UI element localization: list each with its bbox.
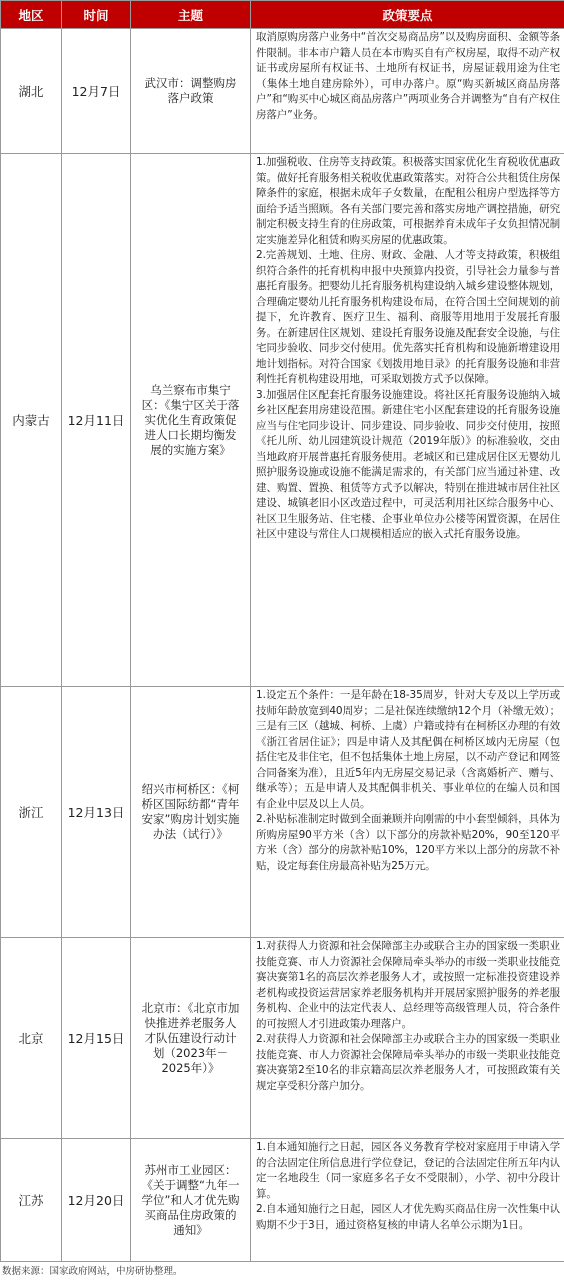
topic-cell: 绍兴市柯桥区：《柯桥区国际纺都“青年安家”购房计划实施办法（试行）》 <box>131 687 251 938</box>
table-row <box>1 1139 564 1262</box>
table-row <box>1 29 564 154</box>
policy-point: 2.补贴标准制定时做到全面兼顾并向刚需的中小套型倾斜，具体为所购房屋90平方米（含）以下部分的房款补贴20%，90至120平方米（含）部分的房款补贴10%，120平方米以上部分的房款不补贴，设定每套住房最高补贴为25万元。 <box>256 812 560 874</box>
points-cell <box>251 154 564 687</box>
region-cell: 内蒙古 <box>1 154 62 687</box>
source-note: 数据来源：国家政府网站，中房研协整理。 <box>0 1262 564 1282</box>
topic-cell: 武汉市：调整购房落户政策 <box>131 29 251 154</box>
region-cell: 湖北 <box>1 29 62 154</box>
header-region: 地区 <box>1 1 62 29</box>
date-cell: 12月15日 <box>62 938 131 1139</box>
region-cell: 北京 <box>1 938 62 1139</box>
date-cell: 12月7日 <box>62 29 131 154</box>
points-cell <box>251 938 564 1139</box>
table-row <box>1 154 564 687</box>
header-date: 时间 <box>62 1 131 29</box>
policy-point: 1.自本通知施行之日起，园区各义务教育学校对家庭用于申请入学的合法固定住所信息进行学位登记，登记的合法固定住所五年内认定一名地段生（同一家庭多名子女不受限制），小学、初中分段计算。 <box>256 1140 560 1202</box>
topic-cell: 苏州市工业园区：《关于调整“九年一学位”和人才优先购买商品住房政策的通知》 <box>131 1139 251 1262</box>
table-row <box>1 687 564 938</box>
date-cell: 12月20日 <box>62 1139 131 1262</box>
policy-point: 1.加强税收、住房等支持政策。积极落实国家优化生育税收优惠政策。做好托育服务相关税收优惠政策落实。对符合公共租赁住房保障条件的家庭，根据未成年子女数量，在配租公租房户型选择等方面给予适当照顾。各有关部门要完善和落实房地产调控措施，研究制定积极支持生育的住房政策，可根据养育未成年子女负担情况制定实施差异化租赁和购买房屋的优惠政策。 <box>256 155 560 248</box>
region-cell: 江苏 <box>1 1139 62 1262</box>
policy-point: 2.完善规划、土地、住房、财政、金融、人才等支持政策，积极组织符合条件的托育机构申报中央预算内投资，引导社会力量参与普惠托育服务。把婴幼儿托育服务机构建设纳入城乡建设整体规划，合理确定婴幼儿托育服务机构建设布局，在符合国土空间规划的前提下，允许教育、医疗卫生、福利、商服等用地用于发展托育服务。在新建居住区规划、建设托育服务设施及配套安全设施，与住宅同步验收、同步交付使用。优先落实托育机构和设施新增建设用地计划指标。对符合国家《划拨用地目录》的托育服务设施和非营利性托育机构建设用地，可采取划拨方式予以保障。 <box>256 248 560 388</box>
points-cell <box>251 687 564 938</box>
date-cell: 12月11日 <box>62 154 131 687</box>
policy-point: 3.加强居住区配套托育服务设施建设。将社区托育服务设施纳入城乡社区配套用房建设范围。新建住宅小区配套建设的托育服务设施应当与住宅同步设计、同步建设、同步验收、同步交付使用，按照《托儿所、幼儿园建筑设计规范（2019年版）》的标准验收，交由当地政府开展普惠托育服务使用。老城区和已建成居住区无婴幼儿照护服务设施或设施不能满足需求的，有关部门应当通过补建、改建、购置、置换、租赁等方式予以解决，特别在推进城市居住社区建设、城镇老旧小区改造过程中，可灵活利用社区综合服务中心、社区卫生服务站、住宅楼、企事业单位办公楼等闲置资源，在居住社区中建设与常住人口规模相适应的嵌入式托育服务设施。 <box>256 388 560 543</box>
policy-point: 1.对获得人力资源和社会保障部主办或联合主办的国家级一类职业技能竞赛、市人力资源社会保障局牵头举办的市级一类职业技能竞赛决赛第1名的高层次养老服务人才，或按照一定标准投资建设养老机构或投资运营居家养老服务机构并开展居家照护服务的养老服务机构、企业中的法定代表人、总经理等高级管理人员，符合条件的可按照人才引进政策办理落户。 <box>256 939 560 1032</box>
topic-cell: 乌兰察布市集宁区：《集宁区关于落实优化生育政策促进人口长期均衡发展的实施方案》 <box>131 154 251 687</box>
region-cell: 浙江 <box>1 687 62 938</box>
policy-point: 2.对获得人力资源和社会保障部主办或联合主办的国家级一类职业技能竞赛、市人力资源社会保障局牵头举办的市级一类职业技能竞赛决赛第2至10名的非京籍高层次养老服务人才，可按照政策有关规定享受积分落户加分。 <box>256 1032 560 1094</box>
header-row <box>1 1 564 29</box>
table-row <box>1 938 564 1139</box>
policy-point: 取消原购房落户业务中“首次交易商品房”以及购房面积、金额等条件限制。非本市户籍人员在本市购买自有产权房屋，取得不动产权证书或房屋所有权证书、土地所有权证书，房屋证载用途为住宅（集体土地自建房除外），可申办落户。原“购买新城区商品房落户”和“购买中心城区商品房落户”两项业务合并调整为“自有产权住房落户”业务。 <box>256 30 560 123</box>
header-points: 政策要点 <box>251 1 564 29</box>
policy-point: 1.设定五个条件：一是年龄在18-35周岁，针对大专及以上学历或技师年龄放宽到40周岁；二是社保连续缴纳12个月（补缴无效）；三是有三区（越城、柯桥、上虞）户籍或持有在柯桥区办理的有效《浙江省居住证》；四是申请人及其配偶在柯桥区域内无房屋（包括住宅及非住宅，但不包括集体土地上房屋，以不动产登记和网签合同备案为准），且近5年内无房屋交易记录（含离婚析产、赠与、继承等）；五是申请人及其配偶非机关、事业单位的在编人员和国有企业中层及以上人员。 <box>256 688 560 812</box>
topic-cell: 北京市：《北京市加快推进养老服务人才队伍建设行动计划（2023年－2025年）》 <box>131 938 251 1139</box>
header-topic: 主题 <box>131 1 251 29</box>
points-cell <box>251 1139 564 1262</box>
policy-point: 2.自本通知施行之日起，园区人才优先购买商品住房一次性集中认购期不少于3日，通过资格复核的申请人名单公示期为1日。 <box>256 1202 560 1233</box>
date-cell: 12月13日 <box>62 687 131 938</box>
points-cell <box>251 29 564 154</box>
